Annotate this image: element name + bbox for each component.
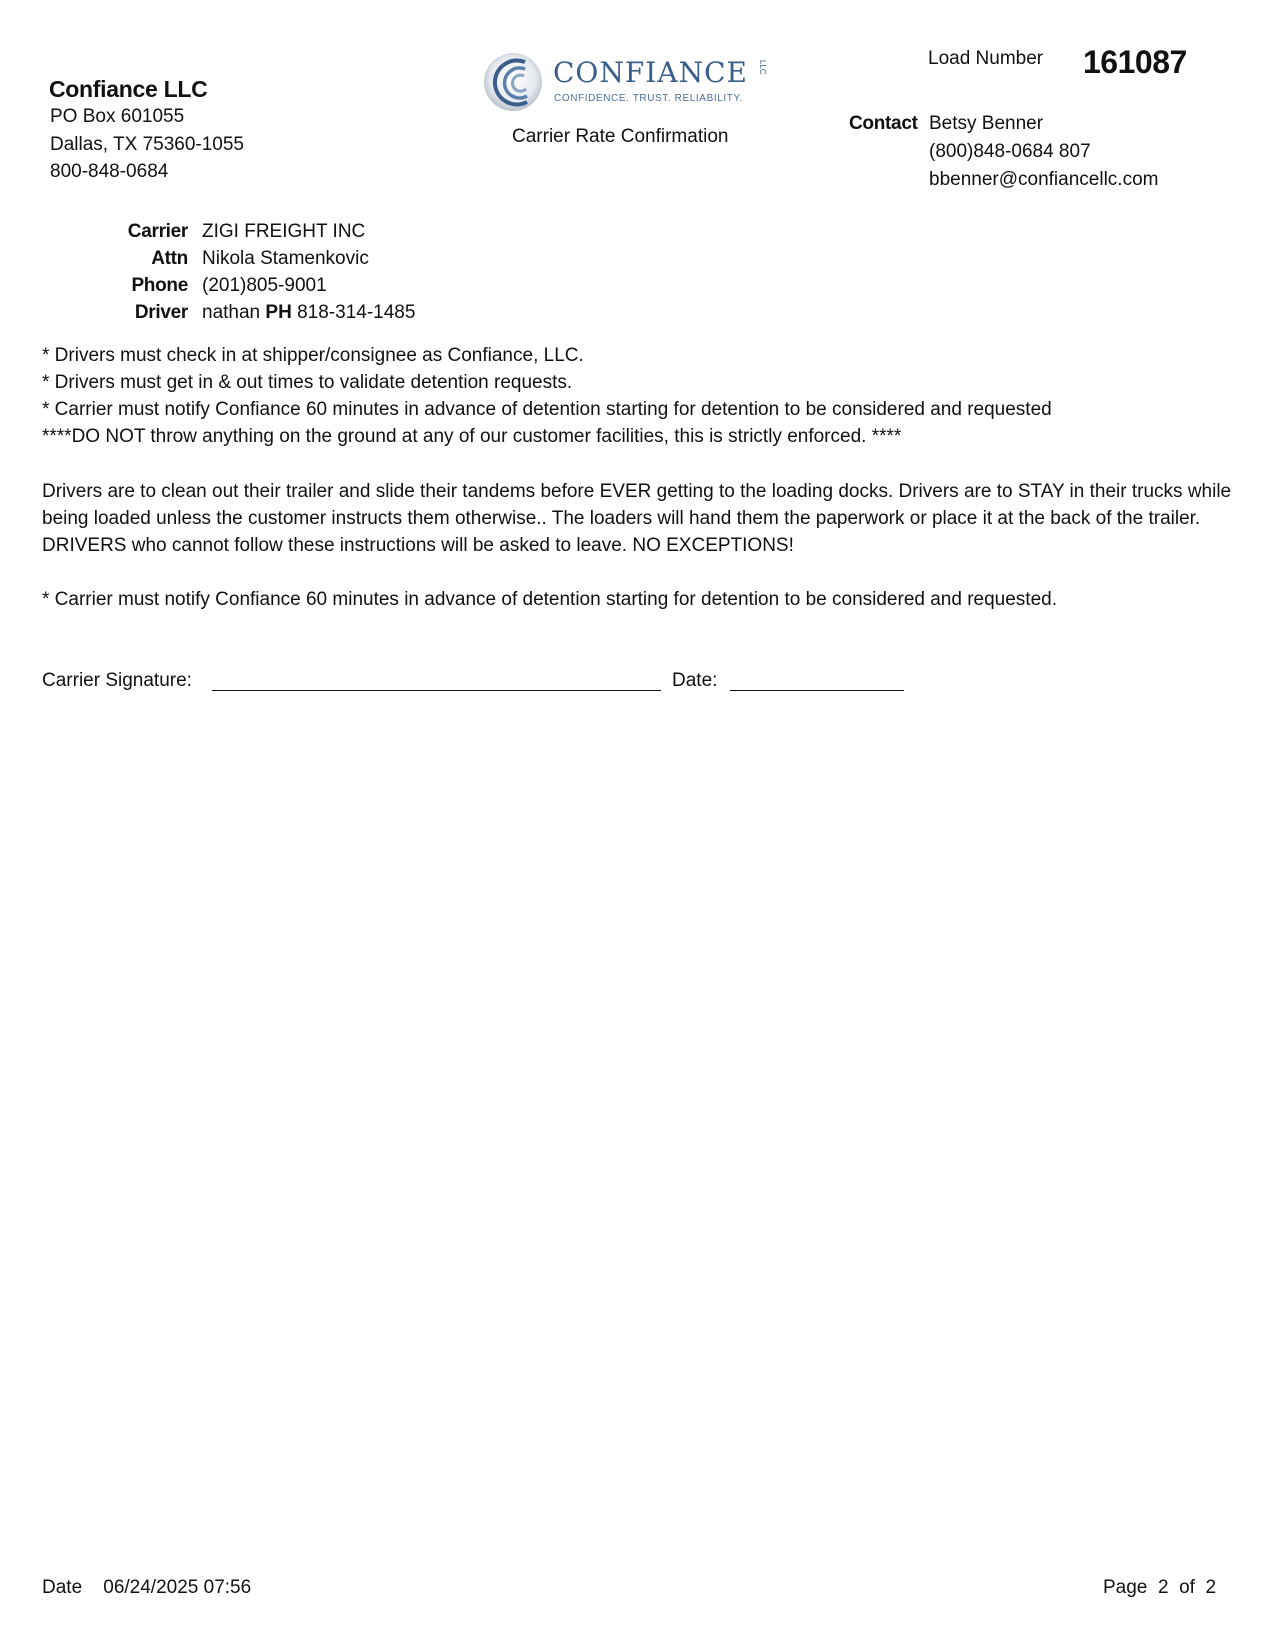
driver-instructions: Drivers are to clean out their trailer and slide their tandems before EVER getting to the loading docks. Drivers are to STAY in their trucks while being loaded unless the customer instructs them otherwise.. The loaders will hand them the paperwork or place it at the back of the trailer. DRIVERS who cannot follow these instructions will be asked to leave. NO EXCEPTIONS! <box>42 481 1232 556</box>
footer-date-label: Date <box>42 1577 83 1598</box>
load-number-label: Load Number <box>928 48 1044 69</box>
carrier-signature-line[interactable] <box>212 690 661 691</box>
company-address-line-2: Dallas, TX 75360-1055 <box>50 134 244 155</box>
company-address-line-1: PO Box 601055 <box>50 106 185 127</box>
confiance-logo <box>481 50 781 114</box>
driver-label: Driver <box>134 302 188 323</box>
company-phone: 800-848-0684 <box>50 161 169 182</box>
logo-suffix: LLC <box>758 60 767 75</box>
contact-name: Betsy Benner <box>929 113 1044 134</box>
document-title: Carrier Rate Confirmation <box>512 126 729 147</box>
company-name: Confiance LLC <box>49 76 208 102</box>
rule-check-in: * Drivers must check in at shipper/consignee as Confiance, LLC. <box>42 345 584 366</box>
phone-label: Phone <box>131 275 188 296</box>
page-total: 2 <box>1205 1577 1217 1598</box>
logo-wordmark: CONFIANCE <box>553 56 748 89</box>
contact-phone: (800)848-0684 807 <box>929 141 1091 162</box>
contact-email: bbenner@confiancellc.com <box>929 169 1159 190</box>
attn-value: Nikola Stamenkovic <box>202 248 369 269</box>
rule-detention-notice: * Carrier must notify Confiance 60 minutes in advance of detention starting for detention to be considered and requested <box>42 399 1052 420</box>
attn-label: Attn <box>151 248 188 269</box>
driver-ph-label: PH <box>265 302 292 323</box>
detention-note: * Carrier must notify Confiance 60 minutes in advance of detention starting for detention to be considered and requested. <box>42 589 1057 610</box>
page-label: Page <box>1103 1577 1148 1598</box>
driver-name: nathan <box>202 302 261 323</box>
contact-label: Contact <box>849 113 918 134</box>
carrier-signature-label: Carrier Signature: <box>42 670 192 691</box>
driver-phone: 818-314-1485 <box>297 302 416 323</box>
footer-date-value: 06/24/2025 07:56 <box>103 1577 252 1598</box>
load-number-value: 161087 <box>1083 44 1187 80</box>
driver-value <box>202 302 415 324</box>
page-indicator <box>1103 1577 1216 1599</box>
page-current: 2 <box>1157 1577 1169 1598</box>
rule-no-littering: ****DO NOT throw anything on the ground at any of our customer facilities, this is strictly enforced. **** <box>42 426 902 447</box>
page-of: of <box>1179 1577 1195 1598</box>
signature-date-label: Date: <box>672 670 718 691</box>
carrier-label: Carrier <box>127 221 188 242</box>
phone-value: (201)805-9001 <box>202 275 327 296</box>
footer-date <box>42 1577 251 1599</box>
rule-in-out-times: * Drivers must get in & out times to validate detention requests. <box>42 372 573 393</box>
carrier-value: ZIGI FREIGHT INC <box>202 221 366 242</box>
signature-date-line[interactable] <box>730 690 904 691</box>
logo-tagline: CONFIDENCE. TRUST. RELIABILITY. <box>554 93 743 104</box>
swirl-logo-icon <box>481 50 545 114</box>
